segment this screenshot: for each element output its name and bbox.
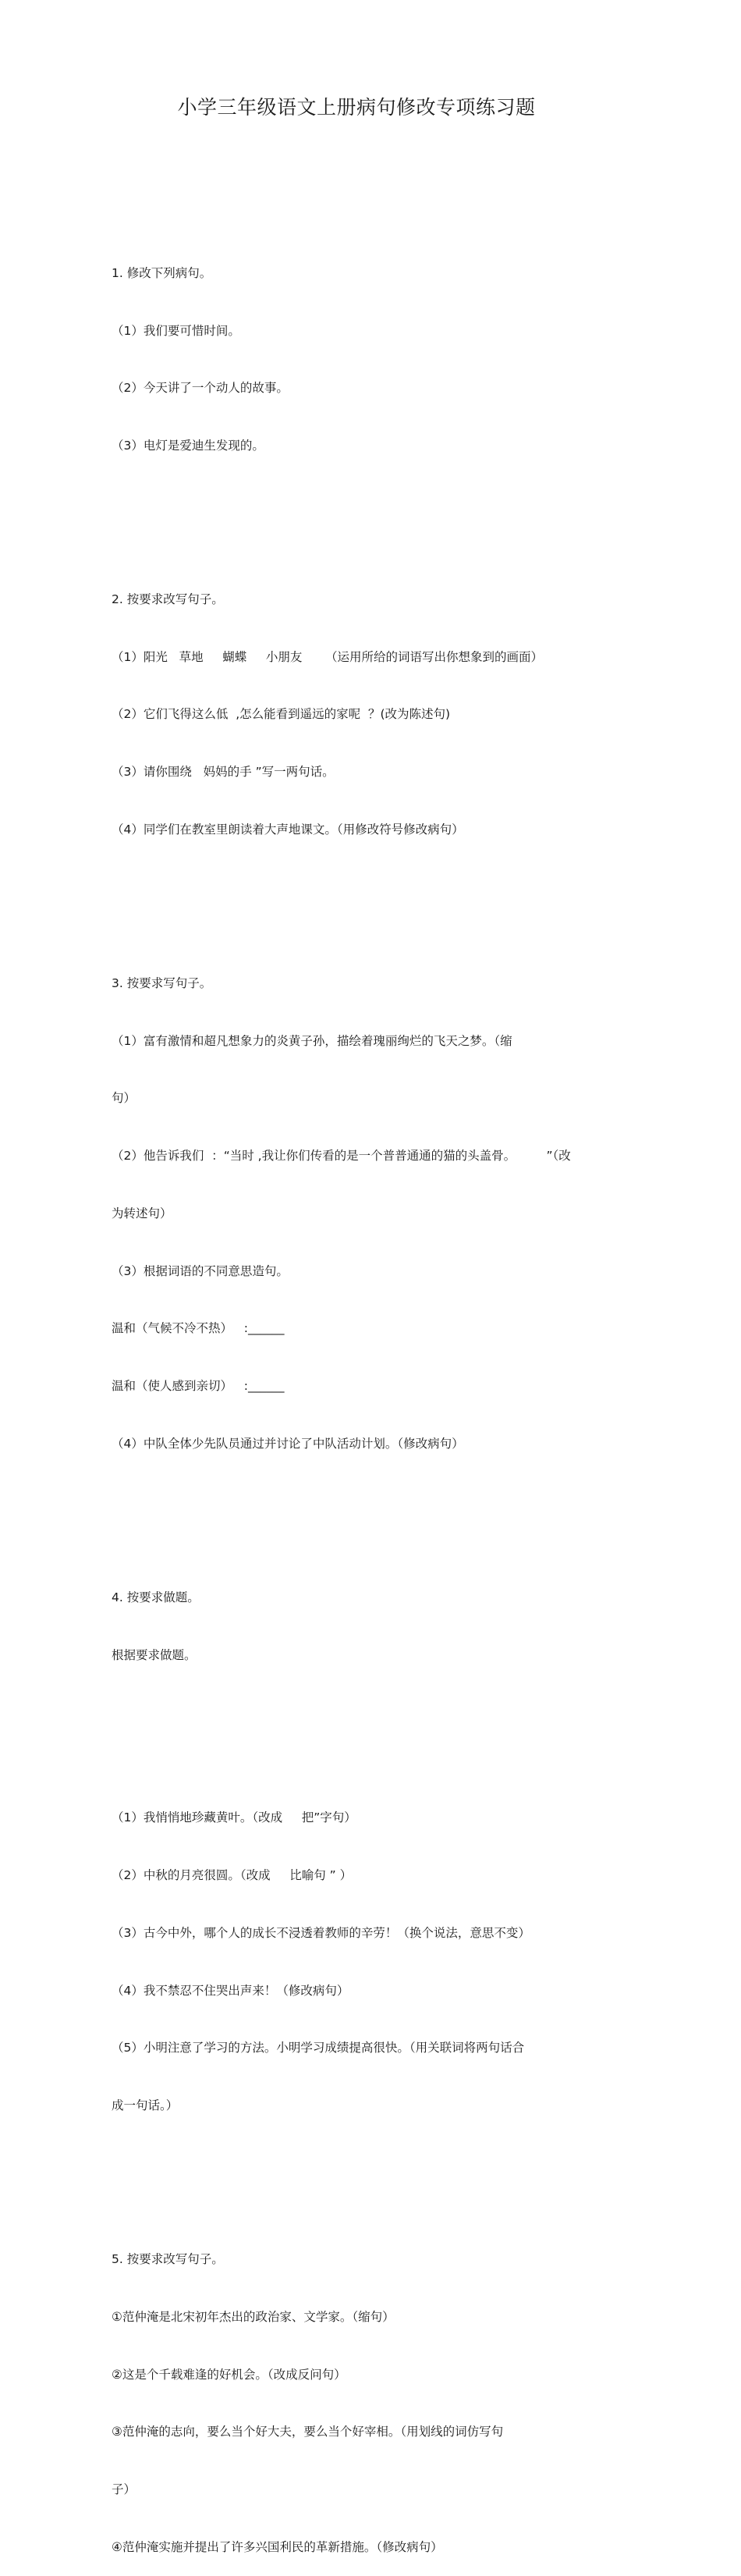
section-4-item-5-cont: 成一句话。） (112, 2098, 179, 2113)
section-3-line-1: （1）富有激情和超凡想象力的炎黄子孙，描绘着瑰丽绚烂的飞天之梦。（缩 (112, 1033, 512, 1048)
section-4-item-1: （1）我悄悄地珍藏黄叶。（改成 把”字句） (112, 1810, 356, 1825)
section-4-item-5: （5）小明注意了学习的方法。小明学习成绩提高很快。（用关联词将两句话合 (112, 2041, 525, 2055)
section-2-item-3: （3）请你围绕 妈妈的手 ”写一两句话。 (112, 765, 335, 780)
section-3-line-2: 句） (112, 1091, 136, 1106)
section-1-item-1: （1）我们要可惜时间。 (112, 323, 240, 338)
section-4-item-3: （3）古今中外，哪个人的成长不浸透着教师的辛劳！（换个说法，意思不变） (112, 1925, 530, 1940)
section-2-heading: 2. 按要求改写句子。 (112, 592, 224, 606)
section-5-item-4: ④范仲淹实施并提出了许多兴国利民的革新措施。（修改病句） (112, 2539, 443, 2554)
section-2-item-1: （1）阳光 草地 蝴蝶 小朋友 （运用所给的词语写出你想象到的画面） (112, 649, 543, 664)
section-3-line-8: （4）中队全体少先队员通过并讨论了中队活动计划。（修改病句） (112, 1437, 464, 1451)
section-5-item-2: ②这是个千载难逢的好机会。（改成反问句） (112, 2367, 346, 2382)
section-4-item-2: （2）中秋的月亮很圆。（改成 比喻句 ” ） (112, 1868, 353, 1883)
section-3-line-5: （3）根据词语的不同意思造句。 (112, 1263, 289, 1278)
section-5-heading: 5. 按要求改写句子。 (112, 2251, 224, 2266)
section-2-item-4: （4）同学们在教室里朗读着大声地课文。（用修改符号修改病句） (112, 823, 464, 837)
section-3-heading: 3. 按要求写句子。 (112, 975, 212, 990)
section-1-item-2: （2）今天讲了一个动人的故事。 (112, 381, 289, 396)
section-5-item-3-cont: 子） (112, 2482, 136, 2497)
exercise-content (112, 206, 642, 2576)
section-3-line-3: （2）他告诉我们 ：“当时 ,我让你们传看的是一个普普通通的猫的头盖骨。 ”（改 (112, 1149, 571, 1164)
section-1-item-3: （3）电灯是爱迪生发现的。 (112, 439, 264, 453)
section-3-line-7: 温和（使人感到亲切） :______ (112, 1379, 285, 1394)
section-4-intro: 根据要求做题。 (112, 1647, 197, 1662)
section-5-item-3: ③范仲淹的志向，要么当个好大夫，要么当个好宰相。（用划线的词仿写句 (112, 2425, 504, 2439)
section-3-line-6: 温和（气候不冷不热） :______ (112, 1321, 285, 1336)
section-4-item-4: （4）我不禁忍不住哭出声来！（修改病句） (112, 1983, 349, 1998)
section-5-item-1: ①范仲淹是北宋初年杰出的政治家、文学家。（缩句） (112, 2309, 395, 2324)
section-2-item-2: （2）它们飞得这么低 ,怎么能看到遥远的家呢 ？(改为陈述句) (112, 707, 451, 722)
section-3-line-4: 为转述句） (112, 1206, 172, 1220)
section-4-heading: 4. 按要求做题。 (112, 1590, 200, 1604)
section-1-heading: 1. 修改下列病句。 (112, 265, 212, 280)
page-title: 小学三年级语文上册病句修改专项练习题 (177, 96, 536, 119)
